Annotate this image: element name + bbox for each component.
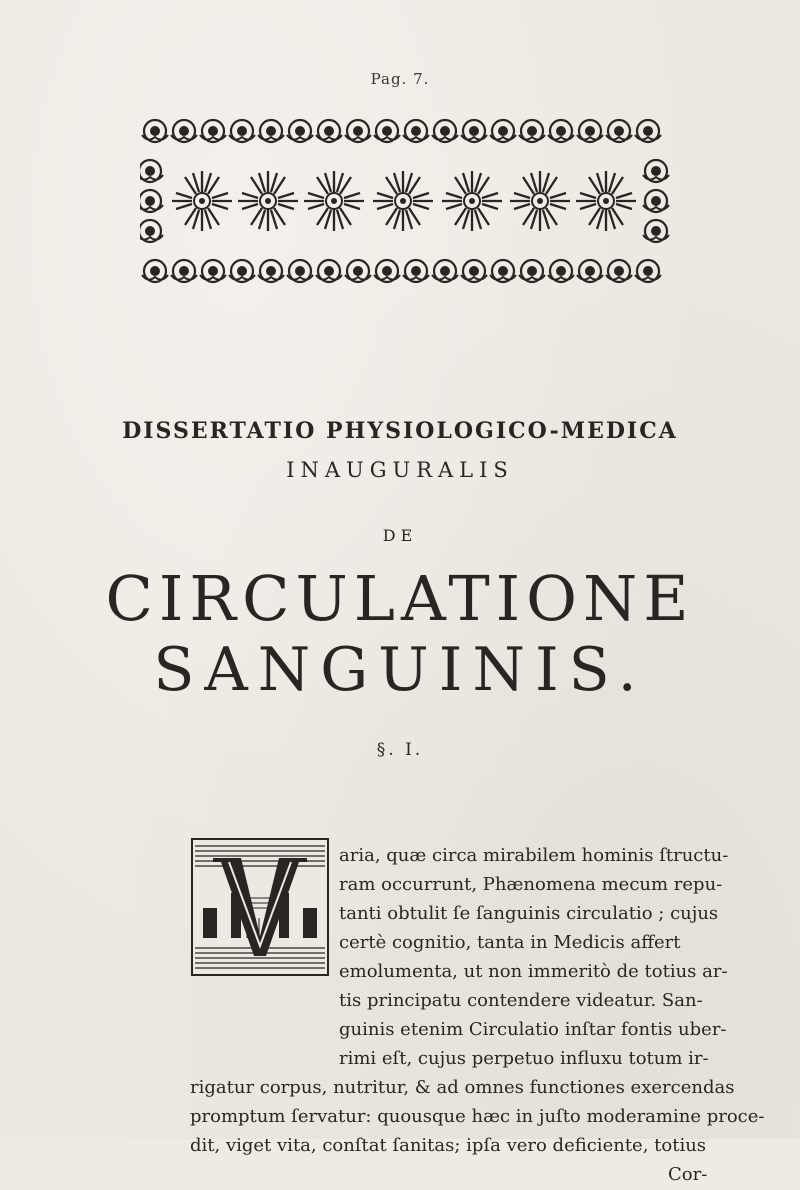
- title-line-inauguralis: INAUGURALIS: [286, 458, 514, 482]
- headpiece-ornament: [140, 96, 670, 286]
- text-line: ram occurrunt, Phænomena mecum repu-: [339, 874, 723, 895]
- title-line-dissertatio: DISSERTATIO PHYSIOLOGICO-MEDICA: [122, 418, 678, 444]
- catchword: Cor-: [668, 1164, 708, 1185]
- section-heading: §. I.: [376, 740, 424, 760]
- text-line: aria, quæ circa mirabilem hominis ſtructu-: [339, 845, 729, 866]
- text-line: rimi eſt, cujus perpetuo influxu totum ir-: [339, 1048, 709, 1069]
- text-line: rigatur corpus, nutritur, & ad omnes functiones exercendas: [190, 1077, 735, 1098]
- decorated-initial-letter: [191, 838, 329, 976]
- page-number: Pag. 7.: [370, 70, 430, 88]
- text-line: tanti obtulit ſe ſanguinis circulatio ; cujus: [339, 903, 719, 924]
- text-line: dit, viget vita, conſtat ſanitas; ipſa vero deficiente, totius: [190, 1135, 707, 1156]
- text-line: guinis etenim Circulatio inſtar fontis uber-: [339, 1019, 727, 1040]
- title-line-sanguinis: SANGUINIS.: [153, 635, 647, 705]
- text-line: emolumenta, ut non immeritò de totius ar-: [339, 961, 728, 982]
- title-line-circulatione: CIRCULATIONE: [105, 562, 695, 635]
- text-line: promptum ſervatur: quousque hæc in juſto moderamine proce-: [190, 1106, 765, 1127]
- text-line: tis principatu contendere videatur. San-: [339, 990, 703, 1011]
- title-line-de: DE: [382, 526, 418, 545]
- text-line: certè cognitio, tanta in Medicis affert: [339, 932, 681, 953]
